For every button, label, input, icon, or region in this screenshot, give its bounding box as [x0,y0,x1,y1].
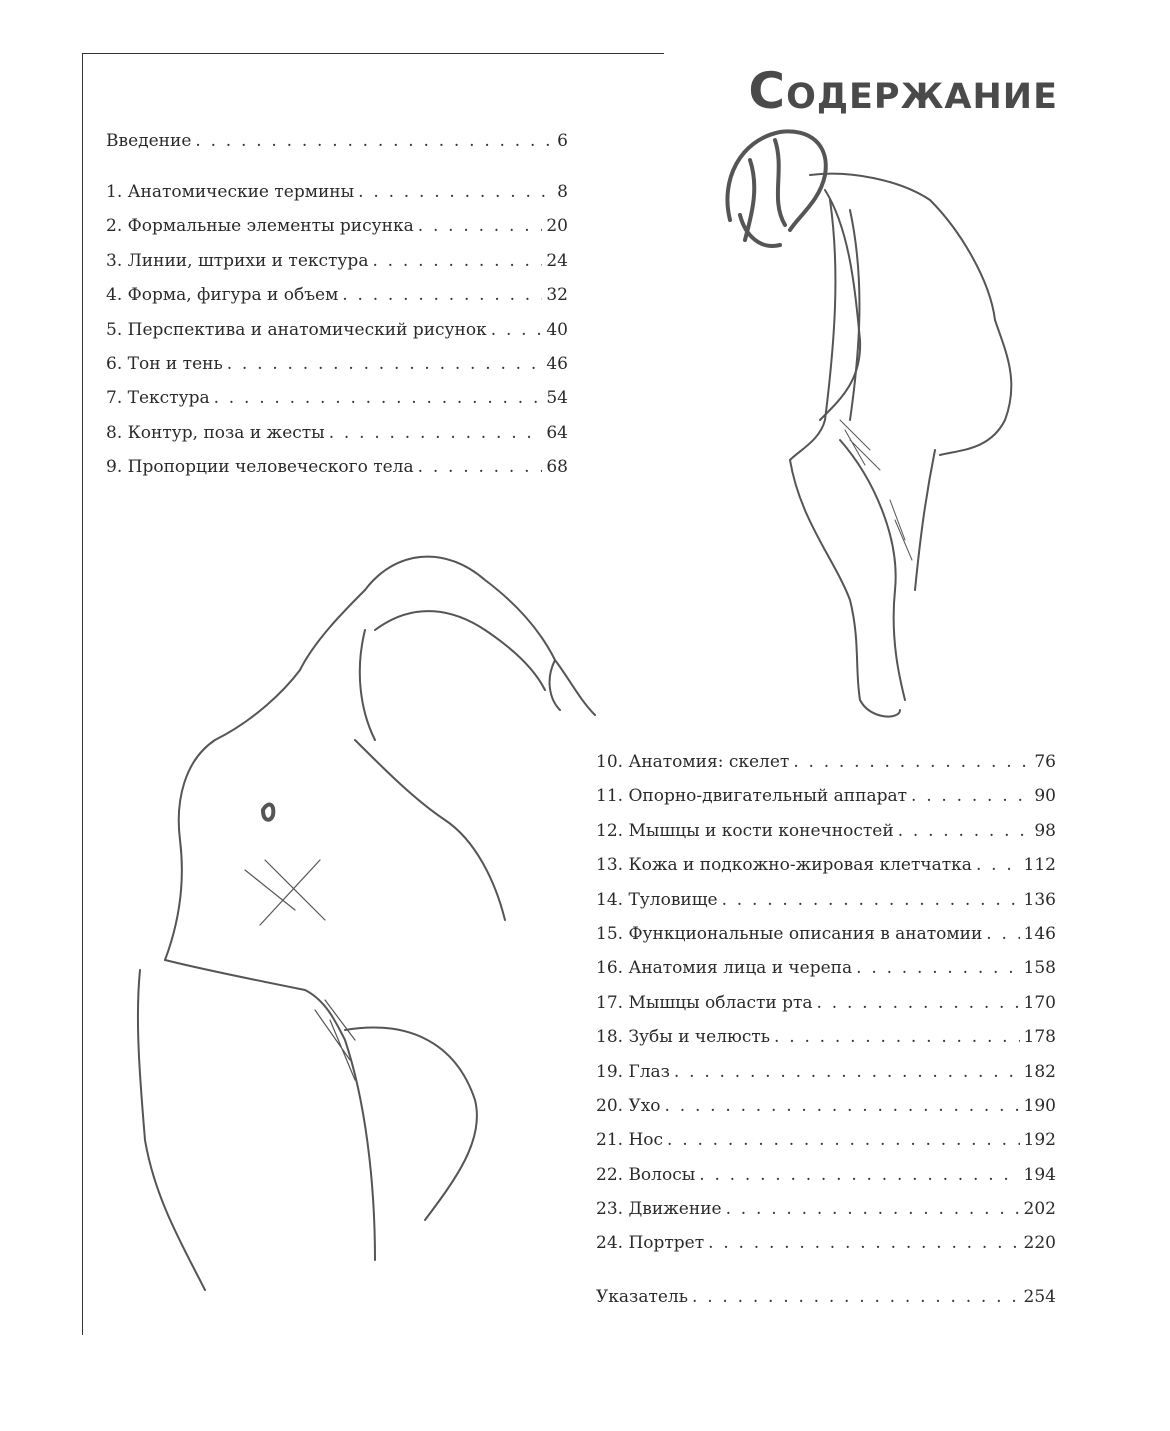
toc-entry[interactable] [596,890,1056,924]
dot-leader [329,423,543,443]
abdomen-outline [138,960,375,1290]
toc-entry-title: 12. Мышцы и кости конечностей [596,820,894,841]
toc-entry[interactable] [596,1130,1056,1164]
dot-leader [708,1233,1019,1253]
toc-entry-title: 18. Зубы и челюсть [596,1027,771,1048]
toc-entry[interactable] [106,457,568,491]
toc-entry-page: 8 [557,182,568,202]
toc-entry-page: 68 [546,457,568,478]
toc-entry-title: 15. Функциональные описания в анатомии [596,923,983,944]
torso-figure-illustration [125,540,625,1300]
dot-leader [665,1096,1020,1116]
dot-leader [817,993,1020,1013]
leg-outline [790,440,935,717]
toc-entry-page: 46 [546,353,568,374]
dot-leader [418,216,543,236]
toc-entry-page: 136 [1023,889,1056,910]
chest-outline [165,740,505,960]
shading-strokes [245,860,355,1080]
toc-entry[interactable] [596,1165,1056,1199]
toc-entry-page: 90 [1034,786,1056,807]
toc-entry-page: 254 [1023,1287,1056,1307]
dot-leader [372,251,542,271]
dot-leader [774,1027,1020,1047]
toc-entry-page: 220 [1023,1233,1056,1254]
toc-entry-title: Введение [106,131,192,151]
toc-entry-title: 24. Портрет [596,1233,705,1254]
toc-entry-page: 170 [1023,992,1056,1013]
toc-entry[interactable] [106,131,568,165]
toc-entry-page: 158 [1023,958,1056,979]
toc-entry[interactable] [596,924,1056,958]
toc-entry-title: 11. Опорно-двигательный аппарат [596,786,908,807]
dot-leader [342,285,542,305]
toc-entry[interactable] [106,216,568,250]
toc-entry[interactable] [106,251,568,285]
raised-arm-outline [365,557,595,715]
toc-entry[interactable] [106,388,568,422]
toc-entry-page: 20 [546,216,568,237]
dot-leader [418,457,543,477]
toc-entry-page: 54 [546,388,568,409]
toc-entry-title: Указатель [596,1287,688,1307]
arm-outline [790,200,859,460]
toc-entry[interactable] [596,1096,1056,1130]
toc-entry[interactable] [596,1233,1056,1267]
dot-leader [214,388,543,408]
toc-entry[interactable] [106,354,568,388]
toc-entry-title: 3. Линии, штрихи и текстура [106,250,369,271]
toc-entry[interactable] [596,958,1056,992]
toc-entry[interactable] [596,786,1056,820]
toc-entry-page: 76 [1034,752,1056,772]
toc-entry-page: 40 [546,319,568,340]
toc-entry[interactable] [596,1199,1056,1233]
toc-entry[interactable] [596,752,1056,786]
dot-leader [195,131,553,151]
toc-entry-title: 10. Анатомия: скелет [596,752,790,772]
dot-leader [911,786,1030,806]
dot-leader [358,182,553,202]
dot-leader [227,354,543,374]
dot-leader [674,1062,1020,1082]
toc-entry-page: 192 [1023,1130,1056,1151]
toc-entry[interactable] [106,285,568,319]
toc-entry-page: 32 [546,285,568,306]
toc-entry-page: 202 [1023,1199,1056,1220]
dot-leader [856,958,1019,978]
toc-index [596,1287,1056,1321]
toc-entry[interactable] [106,423,568,457]
torso-outline [810,174,1011,455]
toc-entry-title: 9. Пропорции человеческого тела [106,457,414,478]
standing-figure-illustration [690,120,1070,740]
shoulder-outline [215,590,375,740]
page-title: Содержание [748,61,1058,120]
toc-entry-title: 8. Контур, поза и жесты [106,422,325,443]
toc-entry-page: 182 [1023,1061,1056,1082]
toc-entry[interactable] [596,821,1056,855]
toc-entry-title: 2. Формальные элементы рисунка [106,216,414,237]
toc-entry-title: 16. Анатомия лица и черепа [596,958,853,979]
toc-entry-title: 14. Туловище [596,889,718,910]
toc-entry-title: 1. Анатомические термины [106,182,355,202]
toc-entry-page: 194 [1023,1164,1056,1185]
toc-entry-title: 23. Движение [596,1199,722,1220]
toc-entry-page: 24 [546,250,568,271]
toc-entry-page: 178 [1023,1027,1056,1048]
toc-entry[interactable] [596,855,1056,889]
toc-entry-title: 19. Глаз [596,1061,670,1082]
toc-entry-page: 190 [1023,1095,1056,1116]
dot-leader [699,1165,1019,1185]
toc-entry-title: 5. Перспектива и анатомический рисунок [106,319,487,340]
toc-entry-title: 13. Кожа и подкожно-жировая клетчатка [596,855,972,876]
toc-entry-page: 112 [1023,855,1056,876]
toc-entry-title: 7. Текстура [106,388,210,409]
toc-entry-title: 20. Ухо [596,1095,661,1116]
toc-entry-page: 146 [1023,923,1056,944]
toc-entry-title: 21. Нос [596,1130,664,1151]
dot-leader [491,320,543,340]
dot-leader [692,1287,1020,1307]
toc-entry-title: 6. Тон и тень [106,353,223,374]
toc-entry[interactable] [596,1062,1056,1096]
shading-strokes [840,420,912,560]
toc-entry-title: 17. Мышцы области рта [596,992,813,1013]
dot-leader [898,821,1031,841]
toc-entry-page: 98 [1034,820,1056,841]
toc-entry-title: 4. Форма, фигура и объем [106,285,339,306]
toc-entry[interactable] [106,320,568,354]
frame-top-rule [82,53,664,54]
toc-entry-title: 22. Волосы [596,1164,696,1185]
toc-entry[interactable] [596,993,1056,1027]
hair-stroke [727,131,825,246]
toc-part-1 [106,182,568,492]
dot-leader [986,924,1019,944]
frame-left-rule [82,53,83,1335]
dot-leader [726,1199,1020,1219]
toc-intro [106,131,568,165]
toc-entry-page: 6 [557,131,568,151]
dot-leader [976,855,1020,875]
toc-entry[interactable] [106,182,568,216]
toc-entry[interactable] [596,1287,1056,1321]
dot-leader [793,752,1030,772]
dot-leader [667,1130,1020,1150]
dot-leader [722,890,1020,910]
toc-entry[interactable] [596,1027,1056,1061]
toc-entry-page: 64 [546,422,568,443]
nipple-mark [263,805,273,820]
toc-part-2 [596,752,1056,1268]
